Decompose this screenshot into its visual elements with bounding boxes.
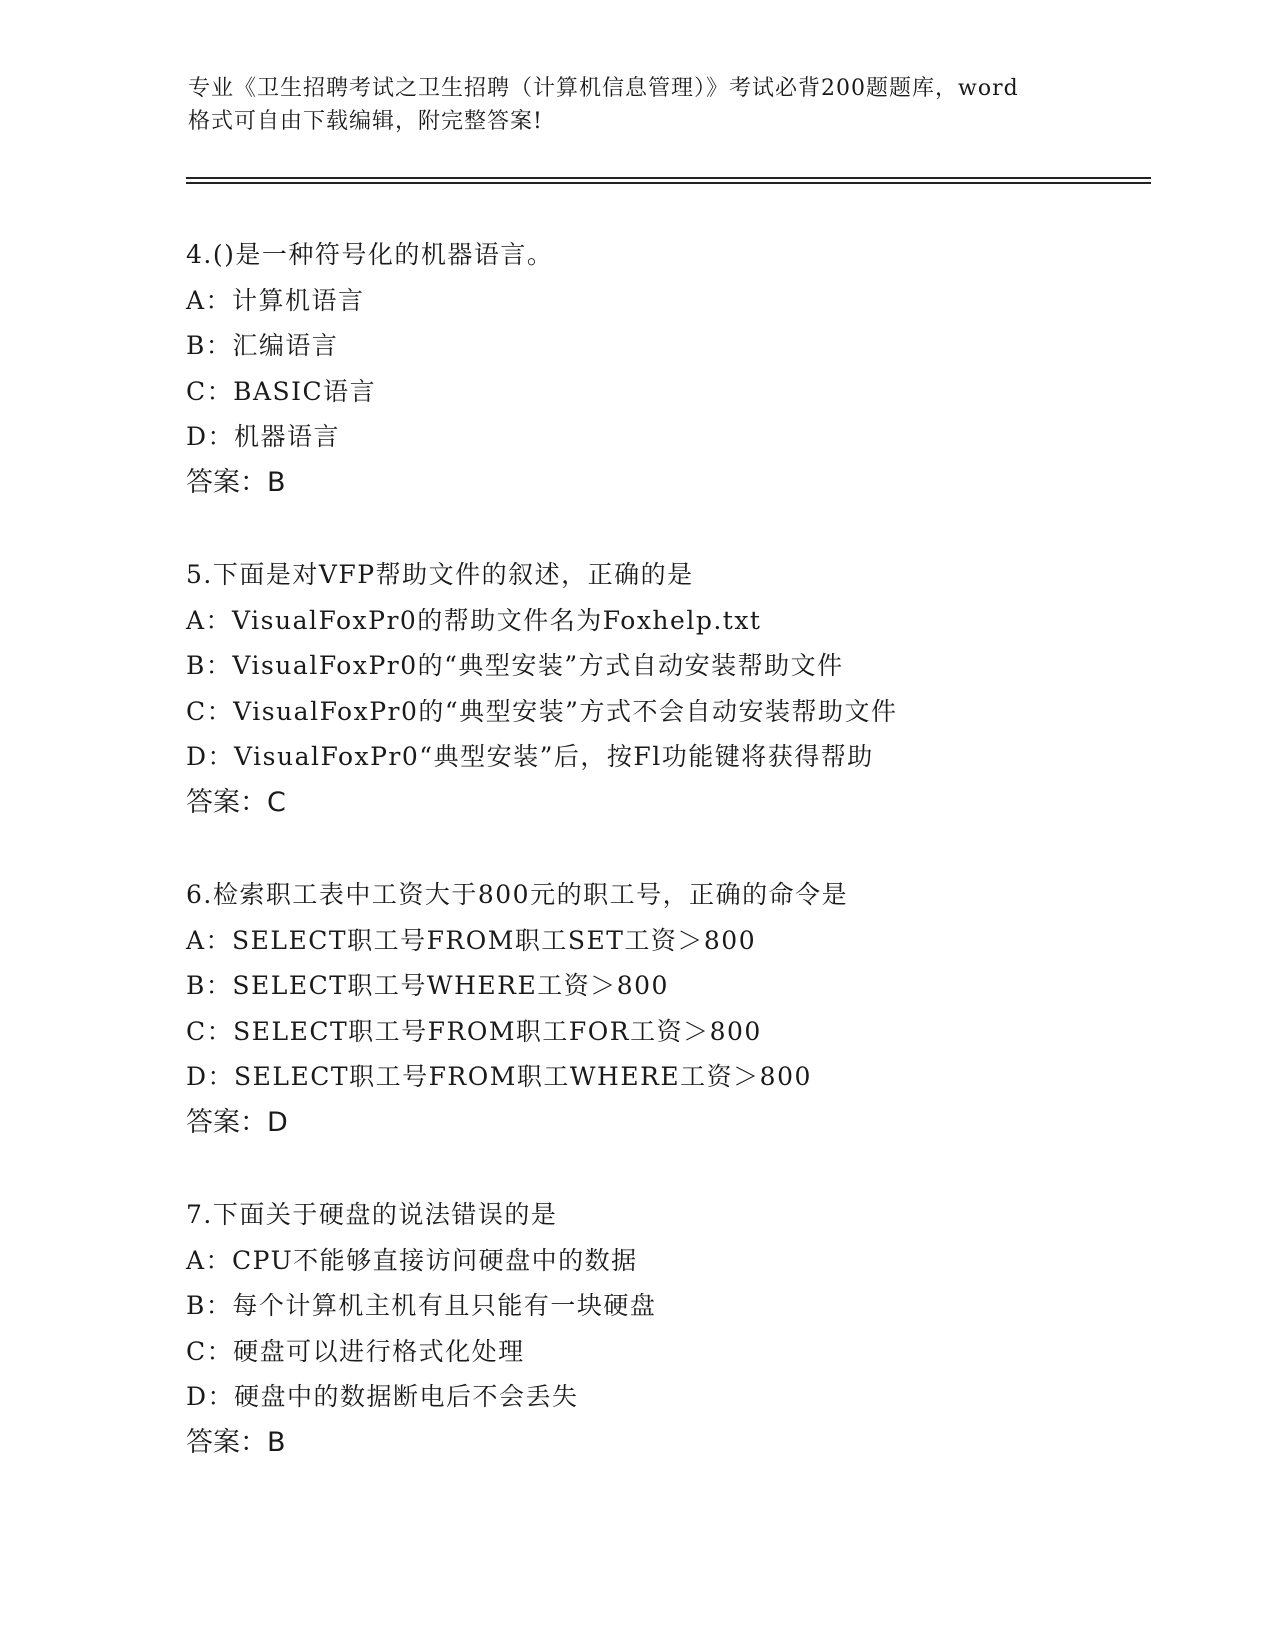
question-stem: 7.下面关于硬盘的说法错误的是 [186, 1200, 558, 1229]
option-d: D：SELECT职工号FROM职工WHERE工资＞800 [186, 1062, 812, 1091]
document-header [188, 72, 1088, 138]
answer: 答案：B [186, 466, 286, 498]
option-a: A：VisualFoxPr0的帮助文件名为Foxhelp.txt [186, 605, 762, 635]
option-a: A：SELECT职工号FROM职工SET工资＞800 [186, 925, 757, 955]
question-7 [186, 1192, 1186, 1465]
option-b: B：每个计算机主机有且只能有一块硬盘 [186, 1291, 657, 1320]
question-5 [186, 552, 1186, 825]
question-6 [186, 872, 1186, 1145]
answer: 答案：C [186, 786, 286, 818]
option-b: B：SELECT职工号WHERE工资＞800 [186, 971, 669, 1000]
question-stem: 4.()是一种符号化的机器语言。 [186, 240, 554, 269]
option-b: B：VisualFoxPr0的“典型安装”方式自动安装帮助文件 [186, 651, 844, 680]
question-stem: 5.下面是对VFP帮助文件的叙述，正确的是 [186, 560, 694, 589]
header-title-line-2: 格式可自由下载编辑，附完整答案! [188, 109, 543, 134]
option-a: A：CPU不能够直接访问硬盘中的数据 [186, 1245, 638, 1275]
option-b: B：汇编语言 [186, 331, 339, 360]
header-title-line-1: 专业《卫生招聘考试之卫生招聘（计算机信息管理）》考试必背200题题库，word [188, 76, 1019, 101]
answer: 答案：D [186, 1106, 288, 1138]
option-c: C：硬盘可以进行格式化处理 [186, 1336, 525, 1366]
option-c: C：BASIC语言 [186, 376, 377, 406]
option-c: C：VisualFoxPr0的“典型安装”方式不会自动安装帮助文件 [186, 696, 898, 726]
header-divider-top [186, 177, 1151, 179]
question-4 [186, 232, 1186, 505]
option-a: A：计算机语言 [186, 285, 365, 315]
option-d: D：VisualFoxPr0“典型安装”后，按Fl功能键将获得帮助 [186, 742, 874, 771]
option-d: D：硬盘中的数据断电后不会丢失 [186, 1382, 579, 1411]
answer: 答案：B [186, 1426, 286, 1458]
option-d: D：机器语言 [186, 422, 341, 451]
header-divider-bottom [186, 182, 1151, 184]
question-stem: 6.检索职工表中工资大于800元的职工号，正确的命令是 [186, 880, 849, 909]
option-c: C：SELECT职工号FROM职工FOR工资＞800 [186, 1016, 762, 1046]
